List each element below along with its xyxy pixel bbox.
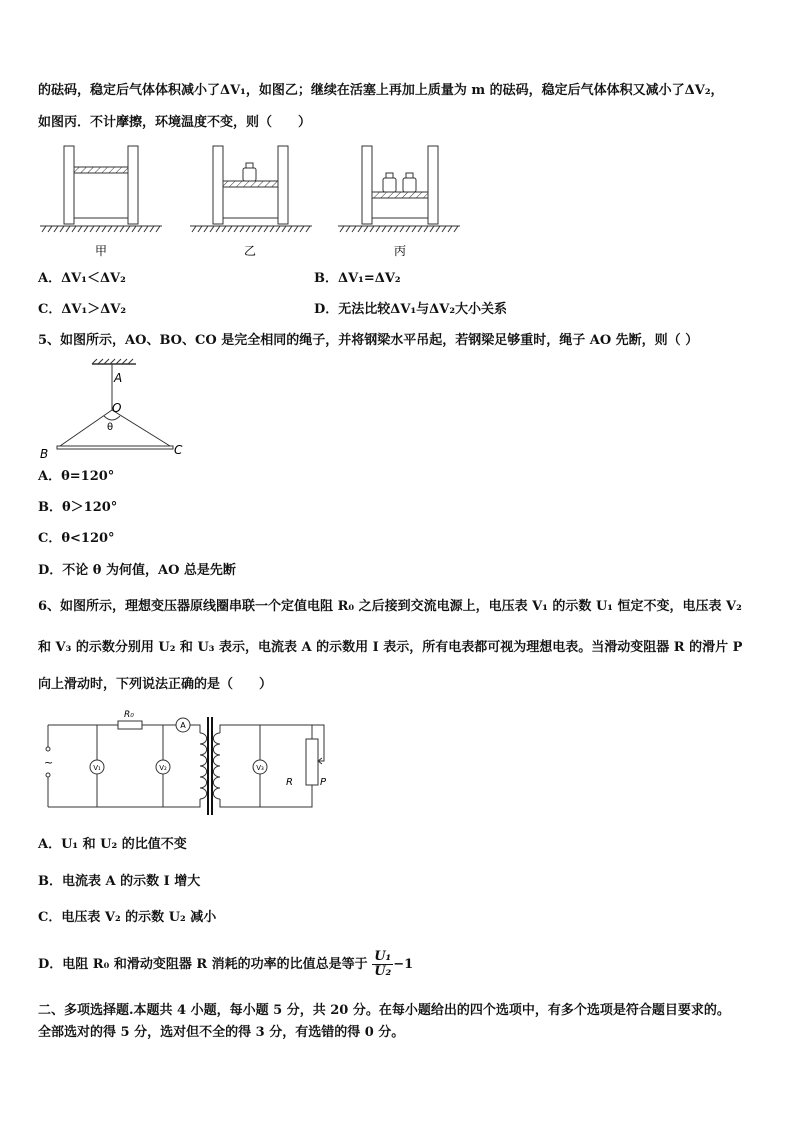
q6-option-c: C．电压表 V₂ 的示数 U₂ 减小 xyxy=(38,910,217,925)
fig-label-yi: 乙 xyxy=(243,244,257,258)
q4-figure xyxy=(0,140,794,270)
q6-option-d-prefix: D．电阻 R₀ 和滑动变阻器 R 消耗的功率的比值总是等于 xyxy=(38,957,368,972)
q4-option-a: A．ΔV₁＜ΔV₂ xyxy=(38,271,126,286)
fraction-u1-u2 xyxy=(372,950,393,979)
label-theta: θ xyxy=(107,422,114,433)
weight xyxy=(243,168,256,181)
label-v2: V₂ xyxy=(159,764,167,772)
q5-figure xyxy=(30,358,230,468)
q5-option-b: B．θ＞120° xyxy=(38,500,118,515)
label-c: C xyxy=(174,443,183,457)
q5-option-a: A．θ=120° xyxy=(38,469,115,484)
label-r0: R₀ xyxy=(124,710,134,720)
rheostat-r xyxy=(306,739,318,785)
label-a: A xyxy=(114,371,123,385)
piston-bing xyxy=(372,192,428,198)
q6-stem-line3: 向上滑动时，下列说法正确的是（ ） xyxy=(38,677,273,692)
piston-jia xyxy=(74,167,128,173)
section2-line2: 全部选对的得 5 分，选对但不全的得 3 分，有选错的得 0 分。 xyxy=(38,1025,405,1040)
fraction-numerator: U₁ xyxy=(374,949,392,964)
fraction-denominator: U₂ xyxy=(374,964,392,979)
q6-stem-line1: 6、如图所示，理想变压器原线圈串联一个定值电阻 R₀ 之后接到交流电源上，电压表 V₁ 的示数 U₁ 恒定不变，电压表 V₂ xyxy=(38,599,742,614)
fig-label-bing: 丙 xyxy=(393,244,407,258)
q4-option-b: B．ΔV₁=ΔV₂ xyxy=(314,271,401,286)
container-yi xyxy=(190,146,312,232)
label-v1: V₁ xyxy=(93,764,101,772)
section2-line1: 二、多项选择题.本题共 4 小题，每小题 5 分，共 20 分。在每小题给出的四个选项中，有多个选项是符合题目要求的。 xyxy=(38,1003,730,1018)
fig-label-jia: 甲 xyxy=(94,244,108,258)
label-a-meter: A xyxy=(180,721,186,730)
ac-source-symbol: ~ xyxy=(44,756,54,769)
rope-bo xyxy=(60,410,112,446)
q4-option-c: C．ΔV₁＞ΔV₂ xyxy=(38,302,127,317)
primary-coil xyxy=(200,733,207,799)
q4-stem-line2: 如图丙．不计摩擦，环境温度不变，则（ ） xyxy=(38,115,312,130)
q5-stem: 5、如图所示，AO、BO、CO 是完全相同的绳子，并将钢梁水平吊起，若钢梁足够重时，绳子 AO 先断，则（ ） xyxy=(38,333,699,348)
label-r: R xyxy=(286,777,293,788)
secondary-coil xyxy=(213,733,220,799)
label-v3: V₃ xyxy=(256,764,264,772)
container-bing xyxy=(338,146,460,232)
label-p: P xyxy=(320,777,327,788)
steel-beam xyxy=(57,446,173,449)
resistor-r0 xyxy=(118,721,142,729)
label-o: O xyxy=(112,401,122,415)
q6-stem-line2: 和 V₃ 的示数分别用 U₂ 和 U₃ 表示，电流表 A 的示数用 I 表示，所有电表都可视为理想电表。当滑动变阻器 R 的滑片 P xyxy=(38,640,743,655)
q6-option-d-suffix: −1 xyxy=(393,957,414,972)
q5-option-d: D．不论 θ 为何值，AO 总是先断 xyxy=(38,563,236,578)
rope-co xyxy=(112,410,170,446)
q5-option-c: C．θ<120° xyxy=(38,531,115,546)
q6-circuit xyxy=(40,705,340,815)
q6-option-a: A．U₁ 和 U₂ 的比值不变 xyxy=(38,837,187,852)
q4-option-d: D．无法比较ΔV₁与ΔV₂大小关系 xyxy=(314,302,508,317)
container-jia xyxy=(40,146,162,232)
piston-yi xyxy=(223,181,278,187)
q6-option-b: B．电流表 A 的示数 I 增大 xyxy=(38,874,201,889)
label-b: B xyxy=(40,447,49,461)
q6-option-d xyxy=(38,950,413,979)
q4-stem-line1: 的砝码，稳定后气体体积减小了ΔV₁，如图乙；继续在活塞上再加上质量为 m 的砝码，稳定后气体体积又减小了ΔV₂， xyxy=(38,83,724,98)
